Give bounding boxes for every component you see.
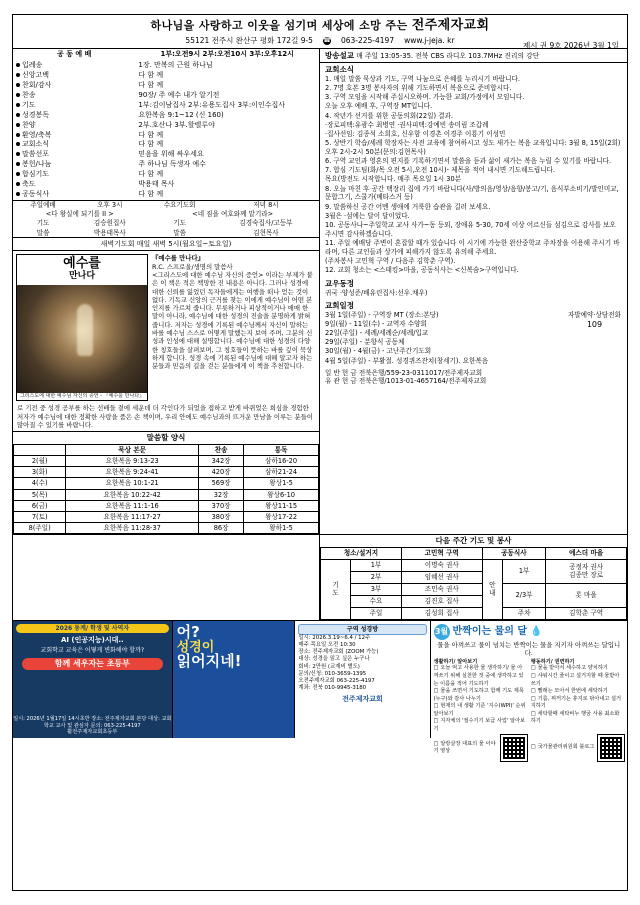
qr-block-2[interactable] xyxy=(531,735,624,761)
ad4-col1 xyxy=(434,659,527,733)
order-label: 환영/축복 xyxy=(13,130,135,140)
table-row: 2(월) 요한복음 9:13-23 342장 삼하16-20 xyxy=(14,455,319,466)
qr-block-1[interactable] xyxy=(434,735,527,761)
order-label: 성경봉독 xyxy=(13,110,135,120)
member-news-title: 교우동정 xyxy=(325,279,354,289)
duty-header-row xyxy=(321,547,627,559)
bullet-icon xyxy=(16,192,20,196)
col-hymn: 찬송 xyxy=(198,444,243,455)
order-row xyxy=(13,100,319,110)
order-row xyxy=(13,80,319,90)
bullet-icon xyxy=(16,162,20,166)
order-value: 믿음을 위해 싸우세요 xyxy=(138,150,204,159)
duty-cleaning-group: 고민혁 구역 xyxy=(401,547,482,559)
ad-details: 일시: 2026년 1월17일 14시초반 장소: 전주제자교회 본당 대상: 교회학교 교사 및 관심자 문의: 063-225-4197 xyxy=(13,716,172,729)
duty-col-meal: 공동식사 xyxy=(482,547,546,559)
table-row: 6(금) 요한복음 11:1-16 370장 왕상11-15 xyxy=(14,500,319,511)
news-item: 7. 합심 기도팀(화/목 오전 5시,오전 10시)- 제목을 적어 내시면 기도해드립니다. xyxy=(325,166,556,175)
calendar-item: 9일(월) - 11일(수) - 교역자 수양회 xyxy=(325,319,427,328)
bullet-icon xyxy=(16,73,20,77)
qr-code-icon[interactable] xyxy=(501,735,527,761)
duty-left-placeholder xyxy=(13,535,320,619)
news-item: ·집사선임: 김종석 소희호, 신우함 이경촌 이경주 이룡기 이성민 xyxy=(325,129,506,138)
bulletin-sheet xyxy=(12,14,628,891)
book-heading: 『예수를 만나다』 xyxy=(152,254,205,263)
member-news-text: 귀국 ·양성준/배유린집사:선우.채우) xyxy=(325,288,428,297)
table-row: 7(토) 요한복음 11:17-27 380장 왕상17-22 xyxy=(14,512,319,523)
broadcast-text: 매 주일 13:05-35. 전북 CBS 라디오 103.7MHz 진리의 강단 xyxy=(356,51,540,60)
news-item: (주차봉사 고민혁 구역 / 다음주 김학춘 구역). xyxy=(325,256,456,265)
order-row xyxy=(13,140,319,150)
month-badge: 3월 xyxy=(434,624,450,640)
checklist-item[interactable]: □ 현재의 내 생활 기준 '지수(WPI)' 순위 알아보기 xyxy=(434,703,527,718)
checklist-item[interactable]: □ 물을 받아서 세수하고 양치하기 xyxy=(531,665,624,673)
ad4-col2 xyxy=(531,659,624,733)
church-name: 전주제자교회 xyxy=(411,18,490,33)
service-row: 주일예배 오후 3시 수요기도회 저녁 8시 xyxy=(30,201,279,209)
book-cover-art xyxy=(17,285,147,393)
ad4-qr-row xyxy=(434,735,624,761)
left-column xyxy=(13,49,320,535)
account-line: 유 관 헌 금 전북은행/1013-01-4657164/전주제자교회 xyxy=(325,377,487,386)
phone-icon: ☎ xyxy=(323,36,331,44)
order-label: 합심기도 xyxy=(13,170,135,180)
calendar-item: 30일(월) - 4월(금) - 고난주간기도회 xyxy=(325,347,432,356)
order-value: 다 함 께 xyxy=(138,140,164,149)
news-item: 12. 교회 청소는 <스태킹>마을, 공동식사는 <신복숨>구역입니다. xyxy=(325,266,519,275)
order-label: 입례송 xyxy=(13,60,135,70)
church-news-list xyxy=(325,75,622,275)
order-value: 주 하나님 독생자 예수 xyxy=(138,160,206,169)
qr-label-1: □ 알랑살장 대표의 물 이야기 영상 xyxy=(434,741,499,756)
news-item: 목요(방전도 시작합니다. 매주 목요일 1시 30분 xyxy=(325,175,462,184)
checklist-item[interactable]: □ 오늘 먹고 사용한 물 생각하기/ 물 아껴쓰기 위해 실천한 것 중에 생각하고 있는 이름을 적어 기도하기 xyxy=(434,665,527,688)
order-label: 찬양 xyxy=(13,120,135,130)
checklist-item[interactable]: □ 세탁할때 세탁비누 행굼 사용 최소화하기 xyxy=(531,711,624,726)
calendar-item: 22일(주일) - 세례/세례순/세례/입교 xyxy=(325,329,429,338)
bulletin-header xyxy=(13,15,627,49)
ad2-line3: 읽어지네! xyxy=(176,652,242,671)
ad-bible-reading[interactable] xyxy=(173,621,296,738)
order-value: 다 함 께 xyxy=(138,170,164,179)
bullet-icon xyxy=(16,172,20,176)
ad-headline: AI (인공지능)시대.. xyxy=(60,636,124,645)
qr-label-2: □ 국가물관리위원회 블로그 xyxy=(531,744,596,752)
checklist-item[interactable]: □ 지자체의 '절수기기 보급 사업' 알아보기 xyxy=(434,718,527,733)
bullet-icon xyxy=(16,103,20,107)
header-slogan xyxy=(19,18,621,34)
order-value: 다 함 께 xyxy=(138,130,164,139)
checklist-item[interactable]: □ 빨래는 모아서 한번에 세탁하기 xyxy=(531,688,624,696)
bullet-icon xyxy=(16,123,20,127)
checklist-item[interactable]: □ 기름, 찌꺼기는 휴지로 닦아내고 설거지하기 xyxy=(531,696,624,711)
table-row: 3부 조민숙 권사 2/3부 롯 마을 xyxy=(321,583,627,595)
ad-organizer: 활전주제자교회초등부 xyxy=(67,729,118,736)
dawn-prayer-info: 새벽기도회 매일 새벽 5시(월요일~토요일) xyxy=(13,237,319,250)
duty-guide-1: 공정자 권사 김종만 장로 xyxy=(546,559,627,583)
order-value: 1장. 만복의 근원 하나님 xyxy=(138,60,213,69)
order-value: 요한복음 9:1~12 (신 160) xyxy=(138,110,224,119)
devotion-schedule-title: 말씀할 양식 xyxy=(13,431,319,443)
book-title-line2: 만나다 xyxy=(68,271,96,282)
bullet-icon xyxy=(16,152,20,156)
book-review-section xyxy=(13,250,319,404)
ad4-col1-head: 생활하기/ 알아보기 xyxy=(433,658,478,665)
news-item: 9. 말씀하신 공간 어멘 생애에 거룩한 습관을 길러 보세요. xyxy=(325,202,491,211)
bottom-section xyxy=(13,534,627,619)
order-label: 공동식사 xyxy=(13,190,135,200)
order-value: 1부:김이남집사 2부:유용도집사 3부:이인수집사 xyxy=(138,100,285,109)
order-label: 축도 xyxy=(13,180,135,190)
ad4-title: 반짝이는 물의 달 xyxy=(452,625,528,637)
counsel-phone-label: 자발예약·상담전화 xyxy=(567,311,621,320)
order-label: 봉헌/나눔 xyxy=(13,160,135,170)
duty-table-wrap xyxy=(320,535,627,619)
ad-highlight: 함께 세우자는 초등부 xyxy=(22,658,163,670)
calendar-item: 4월 5일(주일) - 부활절. 성경퀴즈잔치(창세기). 요한복음 xyxy=(325,356,489,365)
duty-title: 다음 주간 기도 및 봉사 xyxy=(435,536,512,546)
church-news-section xyxy=(320,63,627,277)
order-label: 교회소식 xyxy=(13,140,135,150)
devotion-schedule-table xyxy=(13,444,319,535)
table-row: 3(화) 요한복음 9:24-41 420장 삼하21-24 xyxy=(14,467,319,478)
broadcast-title: 방송설교 xyxy=(325,50,354,60)
bullet-icon xyxy=(16,182,20,186)
order-value: 다 함 께 xyxy=(138,190,164,199)
checklist-item[interactable]: □ 샤워시간 줄이고 설거지할 때 물받아 쓰기 xyxy=(531,673,624,688)
book-footer: 로 기전 중 성경 공부를 하는 선배들 곁에 세운데 더 각인다가 되었을 접하고 받게 바뀌었은 희심을 경험한 저자가 예수님에 대한 정확한 사랑을 품은 손 책이며, 우리 안에도 예수님과의 뜨거운 만남을 이루는 분들이 많아질 수 있기를 바랍니다. xyxy=(17,404,313,429)
table-row: 주일 김성희 집사 주차 김학춘 구역 xyxy=(321,607,627,619)
order-value: 박용태 목사 xyxy=(138,180,175,189)
service-row: 기도 김승원집사 기도 김경숙집사/고등부 xyxy=(36,219,293,228)
service-row: <다 왕실에 되기를 II > <네 짐을 여호와께 맡기라> xyxy=(45,210,274,219)
issue-number: 제시 권 9호 2026년 3월 1일 xyxy=(522,41,619,50)
book-title-line1: 예수를 xyxy=(63,256,101,272)
table-row: 수요 김진호 집사 xyxy=(321,595,627,607)
order-row xyxy=(13,120,319,130)
order-row xyxy=(13,170,319,180)
news-item: 6. 구역 교인과 영혼의 편지를 기록하기면서 말씀을 듣과 삶이 새가는 복음 누릴 수 있기를 바랍니다. xyxy=(325,157,612,166)
worship-order-title: 공 동 예 배 xyxy=(57,50,92,59)
book-review-text xyxy=(152,254,316,401)
order-row xyxy=(13,70,319,80)
order-row xyxy=(13,150,319,160)
qr-code-icon[interactable] xyxy=(598,735,624,761)
col-day xyxy=(14,444,66,455)
order-label: 찬회/감사 xyxy=(13,80,135,90)
news-item: 1. 매일 말씀 묵상과 기도, 구역 나눔으로 은혜를 누리시기 바랍니다. xyxy=(325,74,520,83)
counsel-phone-box xyxy=(568,311,621,329)
order-label: 신앙고백 xyxy=(13,70,135,80)
news-item: 오늘 오후 예배 후, 구역장 MT입니다. xyxy=(325,102,433,111)
worship-order-table xyxy=(13,49,319,200)
church-calendar-section xyxy=(320,299,627,368)
church-calendar-title: 교회일정 xyxy=(325,301,354,311)
calendar-item: 29일(주일) - 분향식 공동체 xyxy=(325,338,405,347)
service-row: 말씀 박용태목사 말씀 김현목사 xyxy=(36,228,279,237)
calendar-item: 3월 1일(주일) - 구역장 MT (장소:본당) xyxy=(325,310,439,319)
duty-guide-2: 롯 마을 xyxy=(546,583,627,607)
ad-bible-class[interactable] xyxy=(295,621,430,738)
bullet-icon xyxy=(16,83,20,87)
ad3-details: 일시: 2026.3.19~6.4 / 12주 매주 목요일 오전 10:30 장소: 전주제자교회 (ZOOM 가능) 대상: 성경을 읽고 싶은 누구나 회비: 2만원 (교재비 별도) 문의/신청: 010-3659-1395 오전주제자교회 063-225-4197 계좌: 전북 010-9945-3180 xyxy=(298,635,379,691)
col-passage: 묵상 본문 xyxy=(66,444,199,455)
ad2-line1: 어? xyxy=(176,622,200,641)
order-row xyxy=(13,110,319,120)
account-line: 일 반 헌 금 전북은행/559-23-0311017/전주제자교회 xyxy=(325,368,483,377)
ad2-line2: 성경이 xyxy=(176,639,215,655)
order-row xyxy=(13,90,319,100)
ad4-header xyxy=(434,624,624,640)
news-item: ·장로피택:유광수 최병연 ·권사피택:강예빈 송미림 조갑례 xyxy=(325,120,489,129)
col-reading: 통독 xyxy=(244,444,319,455)
duty-guide-label: 안 내 xyxy=(482,559,502,619)
news-item: 4. 작년가 선거를 위한 공동의회(22일) 결과. xyxy=(325,111,453,120)
ad-subheadline: 교회학교 교육은 어떻게 변화해야 할까? xyxy=(40,647,145,655)
slogan-text: 하나님을 사랑하고 이웃을 섬기며 세상에 소망 주는 xyxy=(150,19,408,32)
member-news-section xyxy=(320,277,627,299)
duty-meal-group: 에스더 마을 xyxy=(546,547,627,559)
book-body: <그리스도에 대한 예수님 자신의 증언> 이라는 부제가 붙은 이 책은 적은 책망한 진 내용은 아니다. 그러나 성경에 대한 신뢰를 잃었던 독자들에게는 여행을 떠나 얻는 것이 없다. 기독교 신앙의 근거를 찾는 이에게 예수님이 어떤 본인지를 가르쳐 줍니다. 무릇하거나 피상적이거나 애매 한 말이 아니라, 예수님에 대한 성경의 진술을 분명하게 밝혀 줍니다. 저자는 성경에 기록된 예수님께서 자신이 말하는 바를 예수님 스스로 어떻게 말했는지 보여 주며, 그분의 신성과 인성에 대해 설명합니다. 예수님에 대한 성경의 다양한 칭호들을 살펴보며, 그 칭호들이 뜻하는 바를 깊이 묵상하게 합니다. 성경 속에 기록된 예수님에 대해 알고자 하는 분들과 믿음의 길을 걷는 분들에게 이 책을 추천합니다. xyxy=(152,270,313,371)
bullet-icon xyxy=(16,142,20,146)
order-label: 기도 xyxy=(13,100,135,110)
bullet-icon xyxy=(16,63,20,67)
main-columns xyxy=(13,49,627,535)
duty-table xyxy=(320,547,627,620)
news-item: 11. 주일 예배당 주변이 혼잡할 때가 있습니다 이 시기에 가능한 완산중학교 주차장을 이용해 주시기 바라며, 다른 교인들과 상가에 피해가지 않도록 유의해 주세요. xyxy=(325,238,620,256)
order-value: 2부.호산나 3부.할렐루야 xyxy=(138,120,215,129)
news-item: 5. 상반기 학습/세례 학장자는 사전 교육에 참여하시고 성도 새가는 복음 교육입니다: 3월 8, 15일(2회) 오후 2시-2시 50분(문의:김현목사) xyxy=(325,139,621,156)
news-item: 3. 구역 모임을 시작해 주십시오하며. 가능한 교회/가정에서 모임니다. xyxy=(325,93,525,102)
church-phone: 063-225-4197 xyxy=(340,36,395,46)
duty-col-cleaning: 청소/설거지 xyxy=(321,547,402,559)
table-row: 4(수) 요한복음 10:1-21 569장 왕상1-5 xyxy=(14,478,319,489)
ad4-col2-head: 행동하기/ 권면하기 xyxy=(530,658,575,665)
church-address: 55121 전주시 완산구 평화 172길 9-5 xyxy=(185,36,313,46)
ad-water-month[interactable] xyxy=(431,621,627,755)
order-label: 말씀선포 xyxy=(13,150,135,160)
news-item: 10. 공동사나~주일학교 교사 사가~동 등외, 장애유 5-30, 70세 이상 어르신들 섬김으로 감사를 보오주시면 감사하겠습니다. xyxy=(325,221,616,238)
ad-banner-label: 2026 동계/ 학생 및 사역자 xyxy=(16,624,169,634)
ad4-subtitle: 물을 아껴쓰고 물이 넘치는 반짝이는 물을 지키자 아껴쓰는 달입니다. xyxy=(437,640,621,657)
broadcast-section xyxy=(320,49,627,63)
order-row xyxy=(13,180,319,190)
order-row xyxy=(13,160,319,170)
table-row: 5(목) 요한복음 10:22-42 32장 왕상6-10 xyxy=(14,489,319,500)
ad4-checklists xyxy=(434,659,624,733)
order-row xyxy=(13,130,319,140)
news-item: 8. 오늘 마친 후 공간 택장리 집에 가기 바랍니다(사/방의음/영상/음향/봉고/기, 음식부소비기/발인미교, 문합그기, 스쿨가(베타스거 등) xyxy=(325,184,619,202)
right-column xyxy=(320,49,627,535)
worship-times: 1부:오전9시 2부:오전10시 3부:오후12시 xyxy=(160,50,294,59)
news-item: 2. 7명 호본 3명 봉사자의 위해 기도하면서 복음으로 준비합시다. xyxy=(325,83,512,92)
news-item: 3월은 ·섬에는 달이 달이었다. xyxy=(325,211,410,220)
table-row: 8(주일) 요한복음 11:28-37 86장 왕하1-5 xyxy=(14,523,319,534)
schedule-header-row xyxy=(14,444,319,455)
order-row xyxy=(13,60,319,70)
bullet-icon xyxy=(16,93,20,97)
order-label: 찬송 xyxy=(13,90,135,100)
counsel-phone-number: 109 xyxy=(586,319,603,329)
ad-elementary-seminar[interactable] xyxy=(13,621,173,738)
worship-order-header xyxy=(13,49,319,61)
order-value: 90장/ 주 예수 내가 알기전 xyxy=(138,90,220,99)
book-cover-caption: 그리스도에 대한 예수님 자신의 증언 - 『예수를 만나다』 xyxy=(19,392,145,399)
weekday-services xyxy=(13,200,319,238)
book-cover xyxy=(16,254,148,401)
order-value: 다 함 께 xyxy=(138,80,164,89)
order-value: 다 함 께 xyxy=(138,70,164,79)
offering-accounts xyxy=(320,368,627,389)
church-news-title: 교회소식 xyxy=(325,65,354,75)
advertisement-strip xyxy=(13,620,627,755)
ad3-church-logo: 전주제자교회 xyxy=(342,694,383,703)
checklist-item[interactable]: □ 물을 쓰면서 기도하고 함께 기도 제목(누구)와 감사 나누기 xyxy=(434,688,527,703)
duty-pray-label: 기 도 xyxy=(321,559,351,619)
water-drop-icon: 💧 xyxy=(530,625,543,637)
book-author: R.C. 스프로울/생명의 말씀사 xyxy=(152,262,233,271)
bullet-icon xyxy=(16,133,20,137)
church-website[interactable]: www.j-jeja. kr xyxy=(404,36,455,46)
ad3-title: 구역 성경방 xyxy=(298,624,426,636)
table-row: 기 도 1부 이명숙 권사 안 내 1부 공정자 권사 김종만 장로 xyxy=(321,559,627,571)
bullet-icon xyxy=(16,113,20,117)
weekday-service-table xyxy=(13,201,319,238)
table-row: 2부 임혜선 권사 xyxy=(321,571,627,583)
order-row xyxy=(13,190,319,200)
